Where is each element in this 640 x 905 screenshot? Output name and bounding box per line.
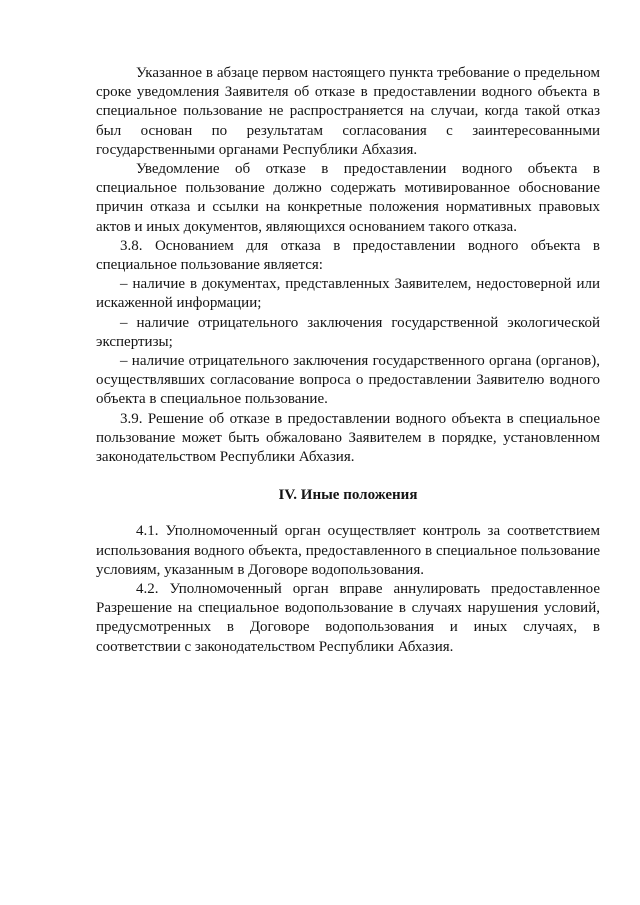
paragraph-4-1: 4.1. Уполномоченный орган осуществляет контроль за соответствием использования водного объекта, предоставленного в специальное пользование условиям, указанным в Договоре водопользования.: [96, 523, 600, 578]
paragraph-refusal-notice-content: Уведомление об отказе в предоставлении водного объекта в специальное пользование должно содержать мотивированное обоснование причин отказа и ссылки на конкретные положения нормативных правовых актов и иных документов, являющихся основанием такого отказа.: [96, 161, 600, 235]
paragraph-3-8: 3.8. Основанием для отказа в предоставлении водного объекта в специальное пользование является:: [96, 237, 600, 274]
list-item-false-information: – наличие в документах, представленных Заявителем, недостоверной или искаженной информации;: [96, 276, 600, 312]
paragraph-3-9: 3.9. Решение об отказе в предоставлении водного объекта в специальное пользование может быть обжаловано Заявителем в порядке, установленном законодательством Республики Абхазия.: [96, 410, 600, 466]
document-body: [96, 64, 600, 657]
paragraph-4-2: 4.2. Уполномоченный орган вправе аннулировать предоставленное Разрешение на специальное водопользование в случаях нарушения условий, предусмотренных в Договоре водопользования и иных случаях, в соответствии с законодательством Республики Абхазия.: [96, 581, 600, 655]
list-item-negative-state-body-conclusion: – наличие отрицательного заключения государственного органа (органов), осуществлявших согласование вопроса о предоставлении Заявителю водного объекта в специальное пользование.: [96, 353, 600, 408]
section-heading: IV. Иные положения: [278, 487, 418, 504]
paragraph-notification-deadline: Указанное в абзаце первом настоящего пункта требование о предельном сроке уведомления Заявителя об отказе в предоставлении водного объекта в специальное пользование не распространяется на случаи, когда такой отказ был основан по результатам согласования с заинтересованными государственными органами Республики Абхазия.: [96, 65, 600, 158]
list-item-negative-ecological-expertise: – наличие отрицательного заключения государственной экологической экспертизы;: [96, 314, 600, 350]
